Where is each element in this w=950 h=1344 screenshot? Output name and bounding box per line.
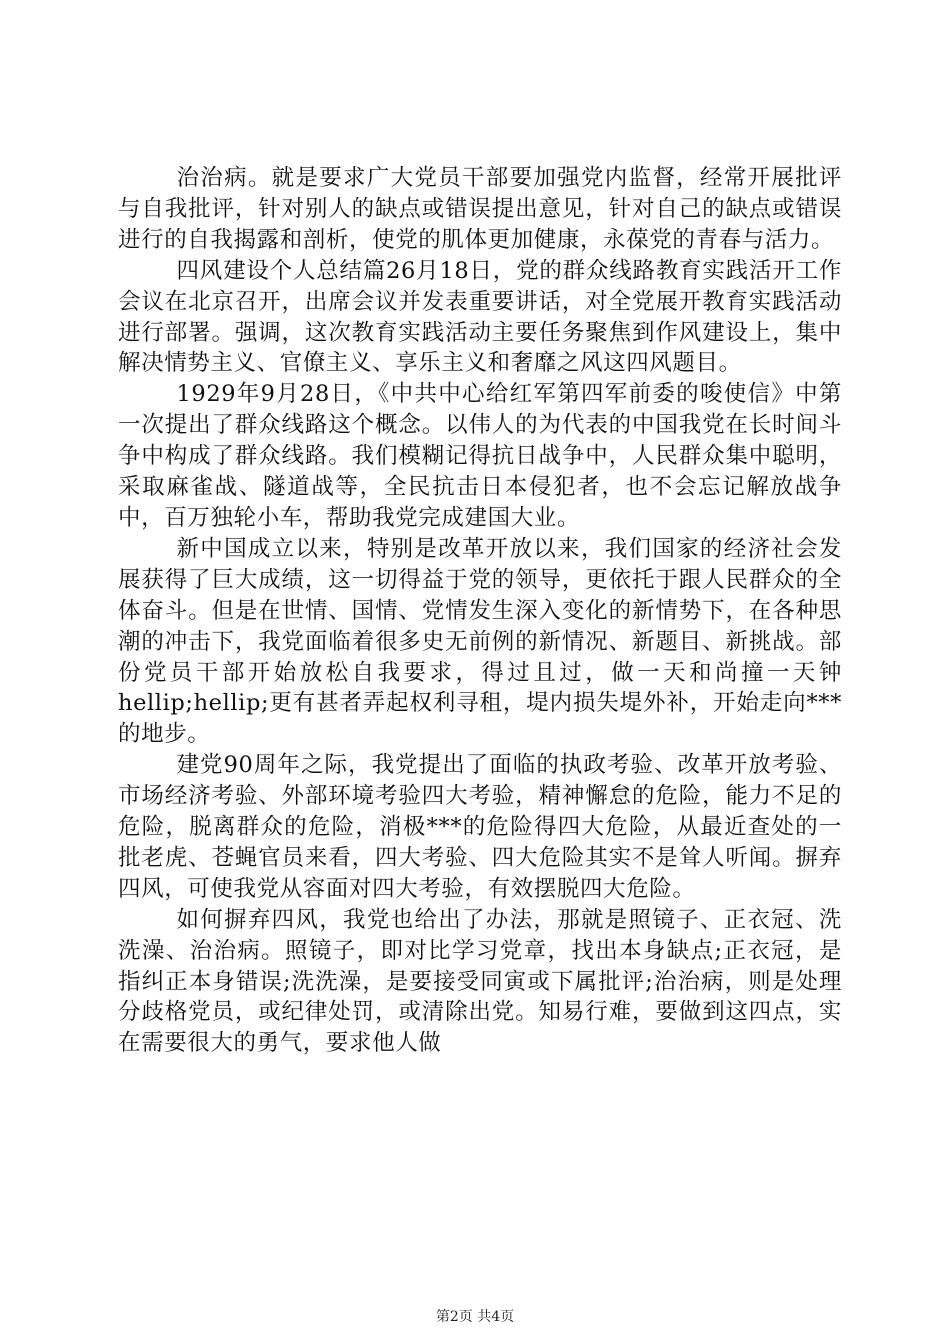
paragraph: 新中国成立以来，特别是改革开放以来，我们国家的经济社会发展获得了巨大成绩，这一切得益于党的领导，更依托于跟人民群众的全体奋斗。但是在世情、国情、党情发生深入变化的新情势下，在各种思潮的冲击下，我党面临着很多史无前例的新情况、新题目、新挑战。部份党员干部开始放松自我要求，得过且过，做一天和尚撞一天钟hellip;hellip;更有甚者弄起权利寻租，堤内损失堤外补，开始走向***的地步。	[118, 535, 842, 748]
paragraph: 建党90周年之际，我党提出了面临的执政考验、改革开放考验、市场经济考验、外部环境考验四大考验，精神懈怠的危险，能力不足的危险，脱离群众的危险，消极***的危险得四大危险，从最近查处的一批老虎、苍蝇官员来看，四大考验、四大危险其实不是耸人听闻。摒弃四风，可使我党从容面对四大考验，有效摆脱四大危险。	[118, 752, 842, 902]
paragraph: 治治病。就是要求广大党员干部要加强党内监督，经常开展批评与自我批评，针对别人的缺点或错误提出意见，针对自己的缺点或错误进行的自我揭露和剖析，使党的肌体更加健康，永葆党的青春与活力。	[118, 165, 842, 253]
page-footer: 第2页 共4页	[435, 1309, 515, 1325]
paragraph: 1929年9月28日，《中共中心给红军第四军前委的唆使信》中第一次提出了群众线路这个概念。以伟人的为代表的中国我党在长时间斗争中构成了群众线路。我们模糊记得抗日战争中，人民群众集中聪明，采取麻雀战、隧道战等，全民抗击日本侵犯者，也不会忘记解放战争中，百万独轮小车，帮助我党完成建国大业。	[118, 381, 842, 531]
paragraph: 如何摒弃四风，我党也给出了办法，那就是照镜子、正衣冠、洗洗澡、治治病。照镜子，即对比学习党章，找出本身缺点;正衣冠，是指纠正本身错误;洗洗澡，是要接受同寅或下属批评;治治病，则是处理分歧格党员，或纪律处罚，或清除出党。知易行难，要做到这四点，实在需要很大的勇气，要求他人做	[118, 906, 842, 1057]
paragraph: 四风建设个人总结篇26月18日，党的群众线路教育实践活开工作会议在北京召开，出席会议并发表重要讲话，对全党展开教育实践活动进行部署。强调，这次教育实践活动主要任务聚焦到作风建设上，集中解决情势主义、官僚主义、享乐主义和奢靡之风这四风题目。	[118, 257, 842, 377]
document-body	[118, 163, 842, 1059]
